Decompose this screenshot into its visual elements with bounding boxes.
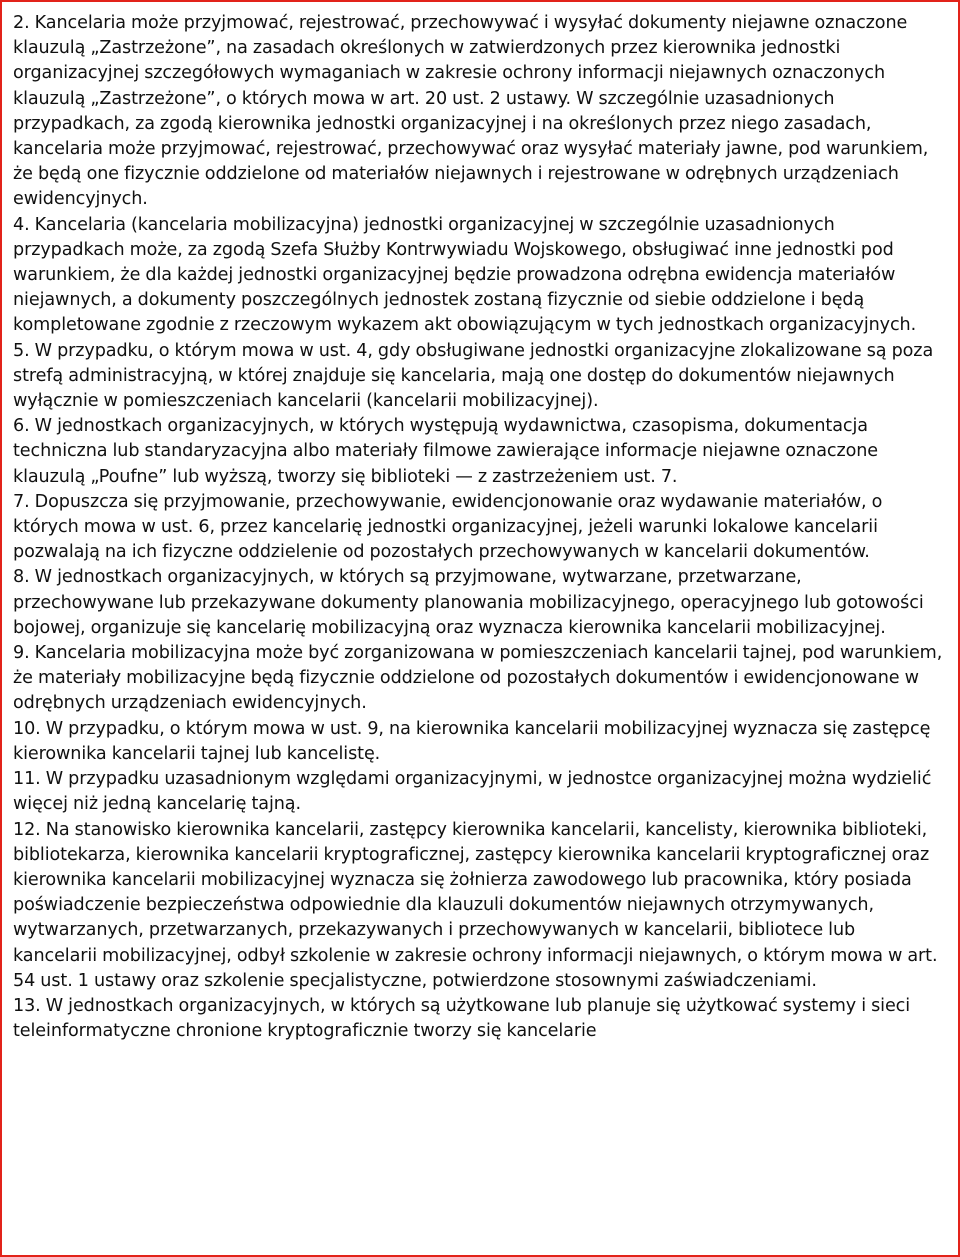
paragraph-6: 6. W jednostkach organizacyjnych, w których występują wydawnictwa, czasopisma, dokumentacja techniczna lub standaryzacyjna albo materiały filmowe zawierające informacje niejawne oznaczone klauzulą „Poufne” lub wyższą, tworzy się biblioteki — z zastrzeżeniem ust. 7. (13, 416, 879, 487)
paragraph-5: 5. W przypadku, o którym mowa w ust. 4, gdy obsługiwane jednostki organizacyjne zlokalizowane są poza strefą administracyjną, w której znajduje się kancelaria, mają one dostęp do dokumentów niejawnych wyłącznie w pomieszczeniach kancelarii (kancelarii mobilizacyjnej). (13, 340, 934, 412)
paragraph-2: 2. Kancelaria może przyjmować, rejestrować, przechowywać i wysyłać dokumenty niejawne oznaczone klauzulą „Zastrzeżone”, na zasadach określonych w zatwierdzonych przez kierownika jednostki organizacyjnej szczegółowych wymaganiach w zakresie ochrony informacji niejawnych oznaczonych klauzulą „Zastrzeżone”, o których mowa w art. 20 ust. 2 ustawy. W szczególnie uzasadnionych przypadkach, za zgodą kierownika jednostki organizacyjnej i na określonych przez niego zasadach, kancelaria może przyjmować, rejestrować, przechowywać oraz wysyłać materiały jawne, pod warunkiem, że będą one fizycznie oddzielone od materiałów niejawnych i rejestrowane w odrębnych urządzeniach ewidencyjnych. (13, 13, 929, 210)
paragraph-10: 10. W przypadku, o którym mowa w ust. 9, na kierownika kancelarii mobilizacyjnej wyznacza się zastępcę kierownika kancelarii tajnej lub kancelistę. (13, 718, 931, 764)
paragraph-13: 13. W jednostkach organizacyjnych, w których są użytkowane lub planuje się użytkować systemy i sieci teleinformatyczne chronione kryptograficznie tworzy się kancelarie (13, 995, 911, 1042)
paragraph-7: 7. Dopuszcza się przyjmowanie, przechowywanie, ewidencjonowanie oraz wydawanie materiałów, o których mowa w ust. 6, przez kancelarię jednostki organizacyjnej, jeżeli warunki lokalowe kancelarii pozwalają na ich fizyczne oddzielenie od pozostałych przechowywanych w kancelarii dokumentów. (13, 491, 883, 563)
paragraph-11: 11. W przypadku uzasadnionym względami organizacyjnymi, w jednostce organizacyjnej można wydzielić więcej niż jedną kancelarię tajną. (13, 769, 932, 815)
paragraph-9: 9. Kancelaria mobilizacyjna może być zorganizowana w pomieszczeniach kancelarii tajnej, pod warunkiem, że materiały mobilizacyjne będą fizycznie oddzielone od pozostałych dokumentów i ewidencjonowane w odrębnych urządzeniach ewidencyjnych. (13, 643, 943, 714)
paragraph-8: 8. W jednostkach organizacyjnych, w których są przyjmowane, wytwarzane, przetwarzane, przechowywane lub przekazywane dokumenty planowania mobilizacyjnego, operacyjnego lub gotowości bojowej, organizuje się kancelarię mobilizacyjną oraz wyznacza kierownika kancelarii mobilizacyjnej. (13, 567, 924, 638)
paragraph-4: 4. Kancelaria (kancelaria mobilizacyjna) jednostki organizacyjnej w szczególnie uzasadnionych przypadkach może, za zgodą Szefa Służby Kontrwywiadu Wojskowego, obsługiwać inne jednostki pod warunkiem, że dla każdej jednostki organizacyjnej będzie prowadzona odrębna ewidencja materiałów niejawnych, a dokumenty poszczególnych jednostek zostaną fizycznie od siebie oddzielone i będą kompletowane zgodnie z rzeczowym wykazem akt obowiązującym w tych jednostkach organizacyjnych. (13, 214, 917, 336)
paragraph-12: 12. Na stanowisko kierownika kancelarii, zastępcy kierownika kancelarii, kancelisty, kierownika biblioteki, bibliotekarza, kierownika kancelarii kryptograficznej, zastępcy kierownika kancelarii kryptograficznej oraz kierownika kancelarii mobilizacyjnej wyznacza się żołnierza zawodowego lub pracownika, który posiada poświadczenie bezpieczeństwa odpowiednie dla klauzuli dokumentów niejawnych otrzymywanych, wytwarzanych, przetwarzanych, przekazywanych i przechowywanych w kancelarii, bibliotece lub kancelarii mobilizacyjnej, odbył szkolenie w zakresie ochrony informacji niejawnych, o którym mowa w art. 54 ust. 1 ustawy oraz szkolenie specjalistyczne, potwierdzone stosownymi zaświadczeniami. (13, 819, 938, 991)
